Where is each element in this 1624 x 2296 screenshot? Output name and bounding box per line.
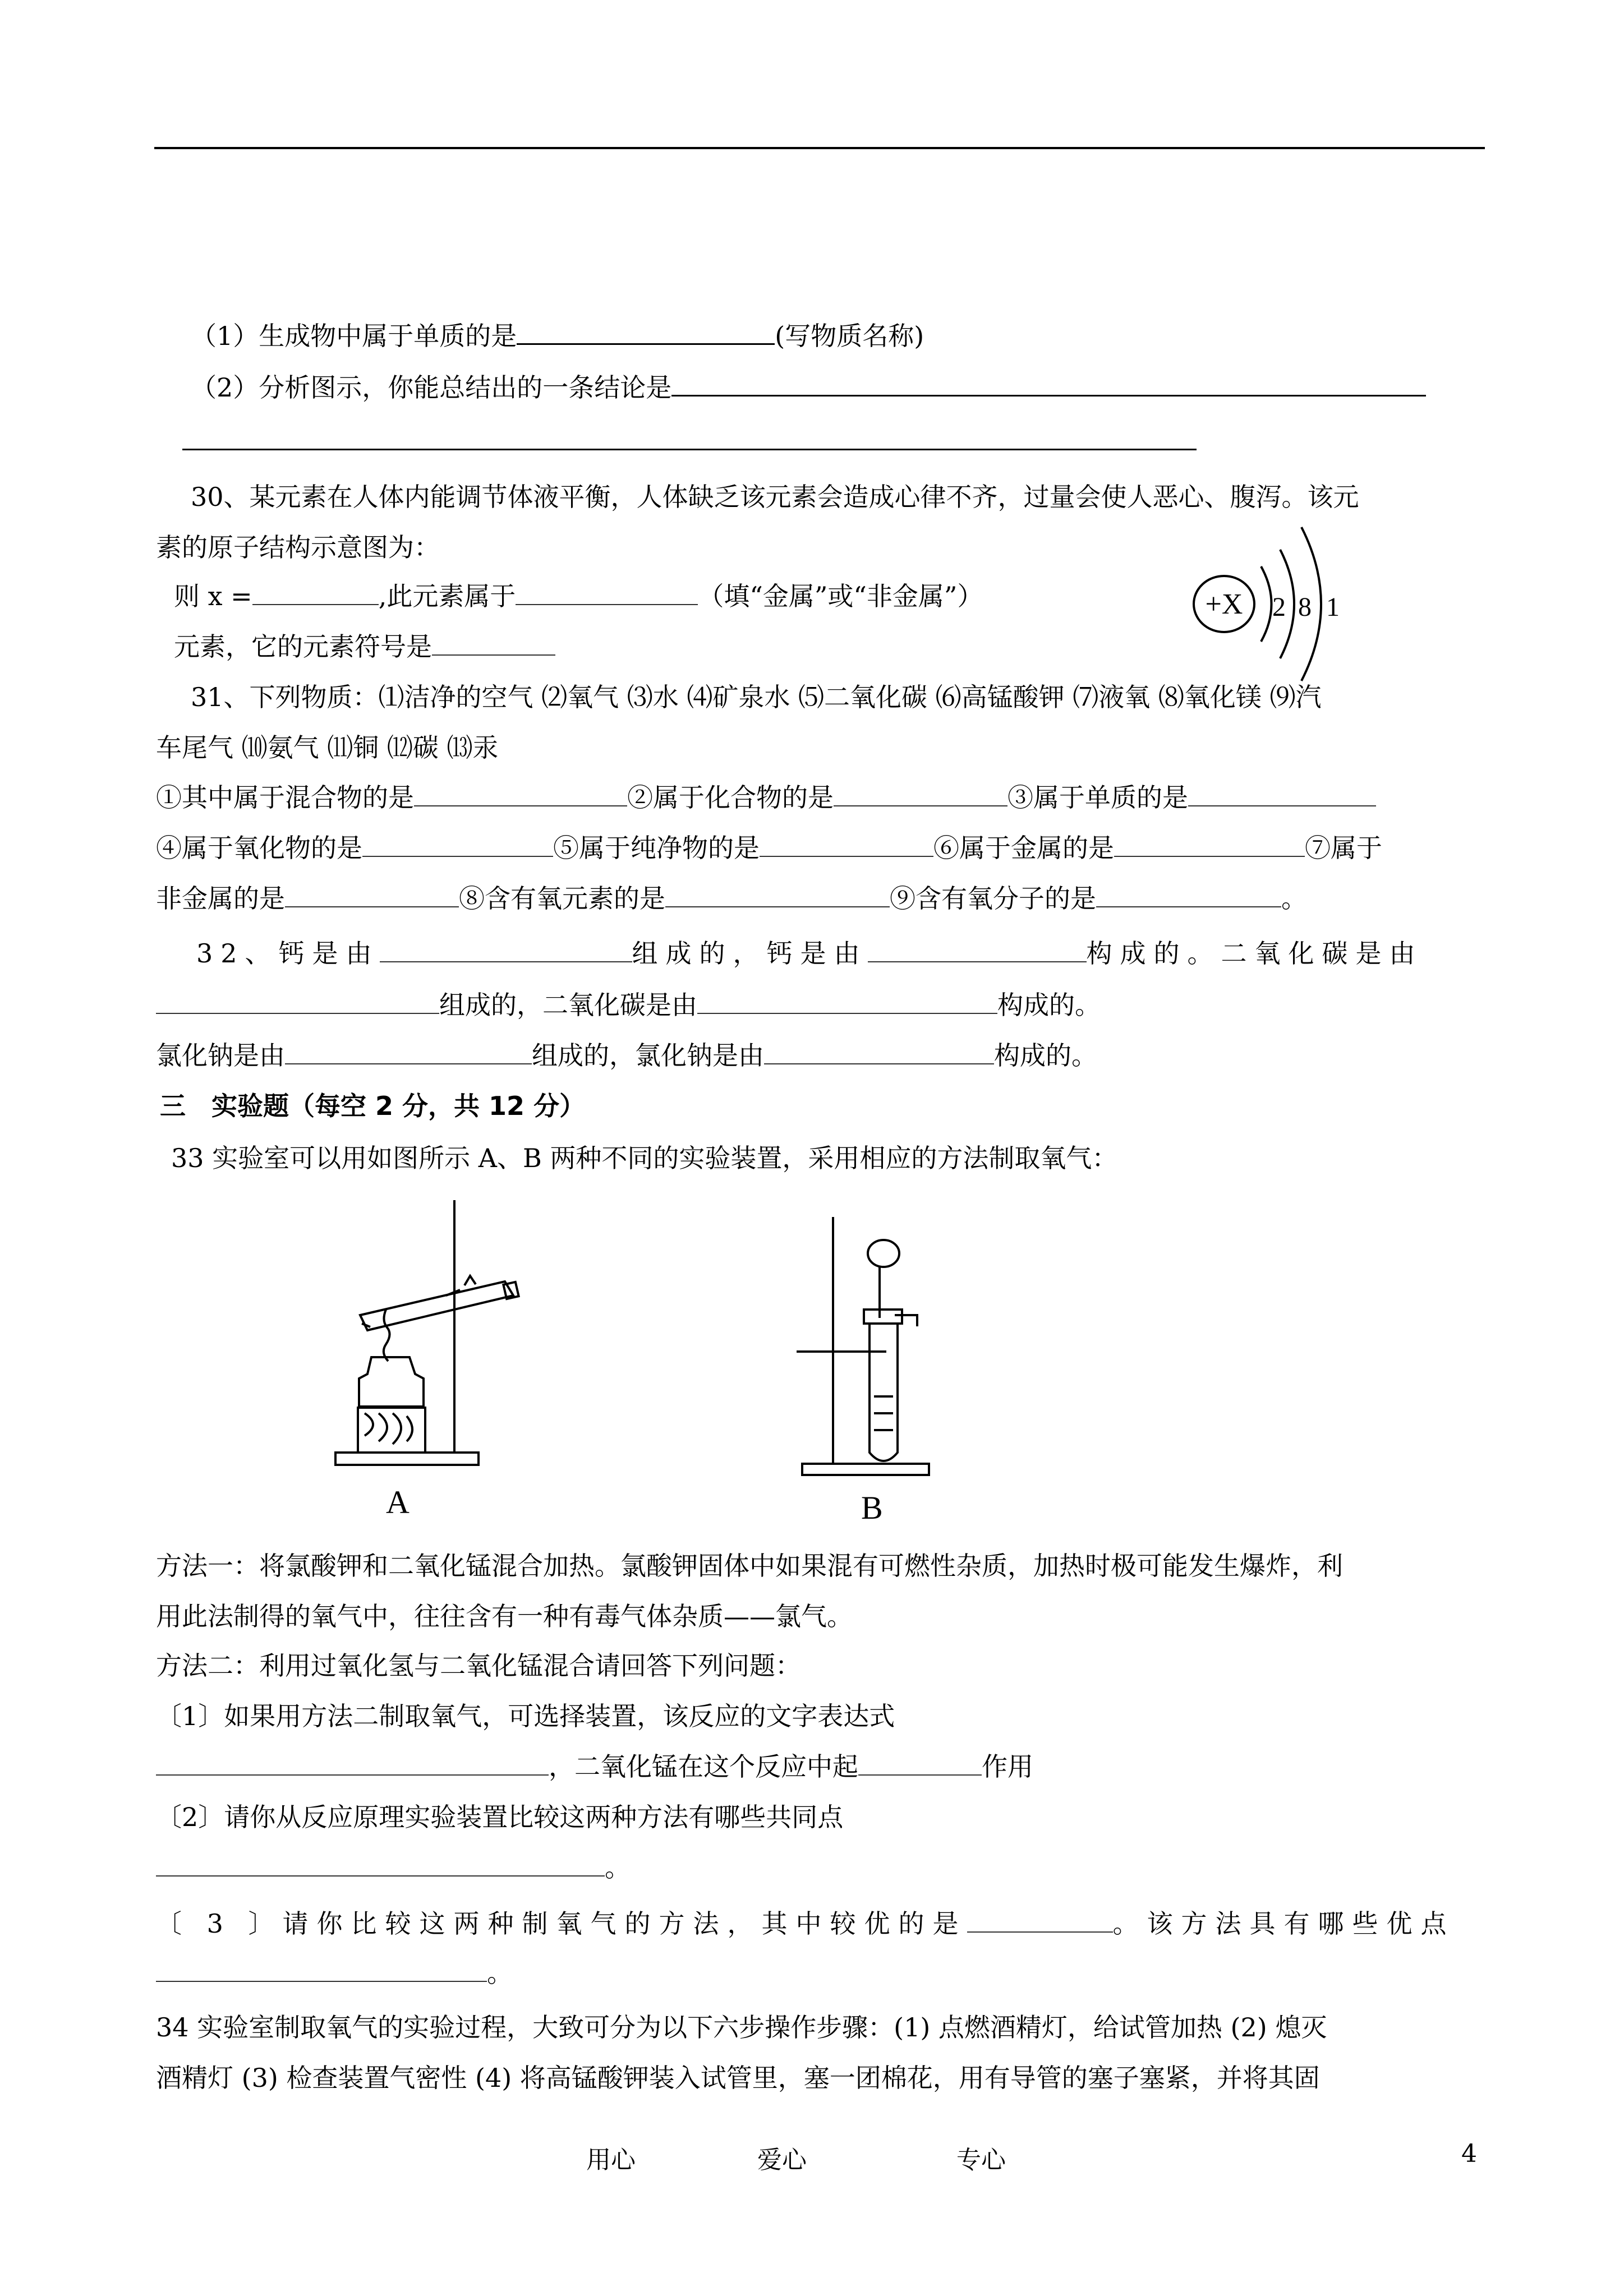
q32-nacl-built-label: 组成的，氯化钠是由 [532,1040,764,1071]
q32-calcium-composed-label: 32、钙是由 [196,938,380,969]
test-tube [869,1324,898,1461]
answer-blank[interactable] [760,831,933,857]
q31-oxygen-molecule-label: ⑨含有氧分子的是 [890,883,1096,914]
footer-motto-1: 用心 [586,2146,636,2174]
answer-blank[interactable] [517,319,775,345]
q32-row1 [196,937,1423,970]
apparatus-b-figure [780,1211,948,1481]
q29-sub1-suffix: (写物质名称) [775,321,924,351]
q34-line2: 酒精灯 (3) 检查装置气密性 (4) 将高锰酸钾装入试管里，塞一团棉花，用有导管的塞子塞紧，并将其固 [156,2063,1320,2093]
q31-element-label: ③属于单质的是 [1007,782,1188,813]
answer-blank[interactable] [285,882,459,907]
q30-hint: （填“金属”或“非金属”） [698,581,983,611]
q33-sub2-period: 。 [605,1852,631,1883]
answer-blank[interactable] [156,1956,487,1982]
q30-class-label: ,此元素属于 [378,581,516,611]
header-rule [154,147,1485,149]
q32-nacl-composed-label: 氯化钠是由 [156,1040,285,1071]
apparatus-a-label: A [386,1484,410,1520]
q31-line2: 车尾气 ⑽氨气 ⑾铜 ⑿碳 ⒀汞 [156,732,499,763]
q31-nonmetal-label-cont: 非金属的是 [156,883,285,914]
tube-mouth [362,1324,370,1327]
footer-motto-3: 专心 [956,2146,1006,2174]
answer-blank[interactable] [1096,882,1281,907]
q31-row1 [156,781,1376,814]
answer-blank[interactable] [156,988,439,1014]
answer-blank[interactable] [1188,781,1376,806]
q32-row3 [156,1039,1097,1072]
q32-row2-end: 构成的。 [997,990,1101,1020]
q33-sub1-line2 [156,1750,1033,1783]
section-title: 三 实验题（每空 2 分，共 12 分） [160,1091,586,1121]
shell-3-count: 1 [1326,592,1340,622]
answer-blank[interactable] [156,1750,549,1776]
answer-blank[interactable] [665,882,890,907]
apparatus-a-figure [320,1189,555,1481]
stand-base [802,1464,929,1475]
q33-catalyst-label: ，二氧化锰在这个反应中起 [549,1751,858,1782]
answer-blank[interactable] [285,1039,532,1064]
q33-better-label: 〔 3 〕请你比较这两种制氧气的方法，其中较优的是 [156,1908,967,1939]
q30-x-label: 则 x = [174,581,252,611]
q30-line3 [174,579,983,613]
q30-symbol-label: 元素，它的元素符号是 [174,631,432,662]
answer-blank[interactable] [252,579,379,605]
q32-calcium-built-label: 组成的，钙是由 [632,938,868,969]
q33-intro: 33 实验室可以用如图所示 A、B 两种不同的实验装置，采用相应的方法制取氧气： [171,1143,1118,1173]
answer-blank[interactable] [414,781,627,806]
wood-grain [365,1413,412,1444]
answer-blank[interactable] [764,1039,994,1064]
q32-co2-built-label: 组成的，二氧化碳是由 [439,990,697,1020]
q30-line2: 素的原子结构示意图为： [156,532,440,563]
q31-mixture-label: ①其中属于混合物的是 [156,782,414,813]
answer-blank[interactable] [697,988,997,1014]
answer-blank[interactable] [671,370,1426,397]
q32-co2-composed-label: 构成的。二氧化碳是由 [1086,938,1423,969]
shell-1-count: 2 [1272,592,1286,622]
footer-motto-2: 爱心 [757,2146,807,2174]
q31-row3 [156,882,1307,915]
answer-line[interactable] [182,449,1197,450]
apparatus-b-label: B [861,1490,883,1526]
answer-blank[interactable] [156,1851,605,1877]
q33-method1-line2: 用此法制得的氧气中，往往含有一种有毒气体杂质——氯气。 [156,1601,853,1631]
q33-sub2-answer [156,1851,631,1884]
q31-oxide-label: ④属于氧化物的是 [156,833,362,863]
page-number: 4 [1461,2140,1477,2168]
answer-blank[interactable] [1114,831,1305,857]
q34-line1: 34 实验室制取氧气的实验过程，大致可分为以下六步操作步骤：(1) 点燃酒精灯，给试管加热 (2) 熄灭 [156,2012,1327,2043]
q29-sub2 [191,370,1426,404]
q32-row3-end: 构成的。 [994,1040,1097,1071]
stopper [864,1310,902,1324]
q31-nonmetal-label: ⑦属于 [1305,833,1382,863]
q33-sub1-line1: 〔1〕如果用方法二制取氧气，可选择装置，该反应的文字表达式 [156,1701,895,1731]
q33-advantage-label: 。该方法具有哪些优点 [1112,1908,1455,1939]
nucleus-label: +X [1205,588,1243,620]
q33-method1-line1: 方法一：将氯酸钾和二氧化锰混合加热。氯酸钾固体中如果混有可燃性杂质，加热时极可能发生爆炸，利 [156,1551,1343,1581]
q33-sub3-answer [156,1956,513,1990]
answer-blank[interactable] [362,831,553,857]
answer-blank[interactable] [380,937,632,962]
q30-line4 [174,630,555,663]
electron-shell-1 [1261,566,1272,642]
q31-row2 [156,831,1382,865]
q33-role-label: 作用 [982,1751,1033,1782]
test-tube [360,1281,513,1330]
q31-metal-label: ⑥属于金属的是 [933,833,1114,863]
answer-blank[interactable] [516,579,698,605]
flame [384,1310,390,1361]
answer-blank[interactable] [834,781,1007,806]
funnel-bulb [868,1240,899,1267]
answer-blank[interactable] [967,1907,1113,1933]
answer-blank[interactable] [858,1750,982,1776]
q33-sub2: 〔2〕请你从反应原理实验装置比较这两种方法有哪些共同点 [156,1802,844,1832]
answer-blank[interactable] [868,937,1087,962]
q33-method2: 方法二：利用过氧化氢与二氧化锰混合请回答下列问题： [156,1650,801,1681]
q31-line1: 31、下列物质：⑴洁净的空气 ⑵氧气 ⑶水 ⑷矿泉水 ⑸二氧化碳 ⑹高锰酸钾 ⑺液氧 ⑻氧化镁 ⑼汽 [191,682,1322,712]
q31-pure-label: ⑤属于纯净物的是 [553,833,760,863]
liquid [874,1396,893,1430]
atom-structure-diagram [1178,516,1363,684]
alcohol-lamp [359,1357,424,1407]
stand-base [335,1453,479,1465]
q31-period: 。 [1281,883,1307,914]
shell-2-count: 8 [1298,592,1312,622]
q31-oxygen-element-label: ⑧含有氧元素的是 [459,883,665,914]
q33-sub3-period: 。 [487,1958,513,1988]
q31-compound-label: ②属于化合物的是 [627,782,834,813]
q29-sub1 [191,319,924,353]
q30-line1: 30、某元素在人体内能调节体液平衡，人体缺乏该元素会造成心律不齐，过量会使人恶心、腹泻。该元 [191,482,1359,512]
q33-sub3 [156,1907,1455,1940]
q29-sub2-text: （2）分析图示，你能总结出的一条结论是 [191,372,672,403]
q32-row2 [156,988,1101,1022]
q29-sub1-text: （1）生成物中属于单质的是 [191,321,517,351]
answer-blank[interactable] [432,630,555,656]
